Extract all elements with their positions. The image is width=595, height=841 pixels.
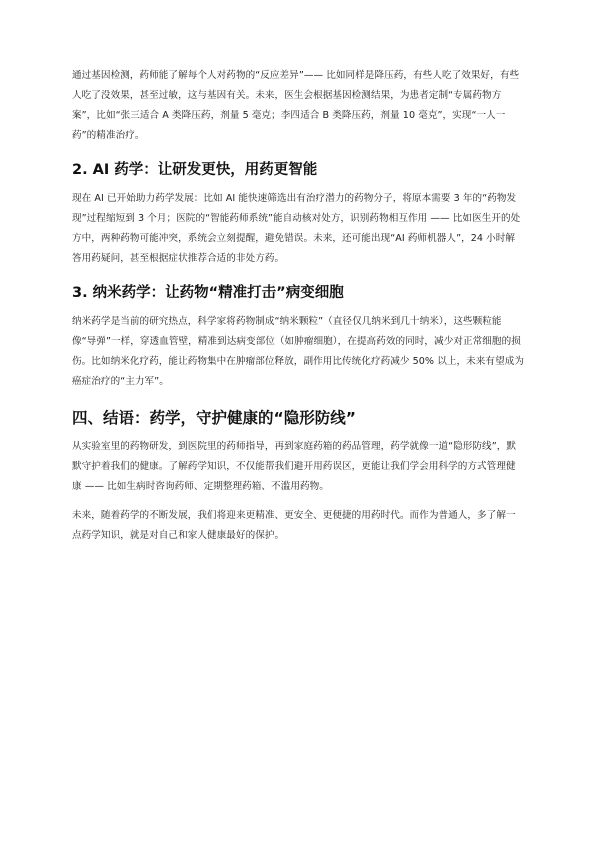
paragraph-ai-pharmacy: 现在 AI 已开始助力药学发展：比如 AI 能快速筛选出有治疗潜力的药物分子，将原本需要 3 年的“药物发现”过程缩短到 3 个月；医院的“智能药师系统”能自动核对处方，识别药物相互作用 —— 比如医生开的处方中，两种药物可能冲突，系统会立刻提醒，避免错误。未来，还可能出现“AI 药师机器人”，24 小时解答用药疑问，甚至根据症状推荐合适的非处方药。 [72,193,521,264]
heading-nano-pharmacy: 3. 纳米药学：让药物“精准打击”病变细胞 [72,285,344,301]
heading-conclusion: 四、结语：药学，守护健康的“隐形防线” [72,409,356,427]
paragraph-nano-pharmacy: 纳米药学是当前的研究热点，科学家将药物制成“纳米颗粒”（直径仅几纳米到几十纳米），这些颗粒能像“导弹”一样，穿透血管壁，精准到达病变部位（如肿瘤细胞），在提高药效的同时，减少对正常细胞的损伤。比如纳米化疗药，能让药物集中在肿瘤部位释放，副作用比传统化疗药减少 50% 以上，未来有望成为癌症治疗的“主力军”。 [72,316,524,387]
heading-ai-pharmacy: 2. AI 药学：让研发更快，用药更智能 [72,162,318,178]
paragraph-conclusion-1: 从实验室里的药物研发，到医院里的药师指导，再到家庭药箱的药品管理，药学就像一道“隐形防线”，默默守护着我们的健康。了解药学知识，不仅能帮我们避开用药误区，更能让我们学会用科学的方式管理健康 —— 比如生病时咨询药师、定期整理药箱、不滥用药物。 [72,441,517,492]
document-page [72,66,524,555]
paragraph-gene-testing: 通过基因检测，药师能了解每个人对药物的“反应差异”—— 比如同样是降压药，有些人吃了效果好，有些人吃了没效果，甚至过敏，这与基因有关。未来，医生会根据基因检测结果，为患者定制“专属药物方案”，比如“张三适合 A 类降压药，剂量 5 毫克；李四适合 B 类降压药，剂量 10 毫克”，实现“一人一药”的精准治疗。 [72,70,520,141]
paragraph-conclusion-2: 未来，随着药学的不断发展，我们将迎来更精准、更安全、更便捷的用药时代。而作为普通人，多了解一点药学知识，就是对自己和家人健康最好的保护。 [72,510,516,541]
